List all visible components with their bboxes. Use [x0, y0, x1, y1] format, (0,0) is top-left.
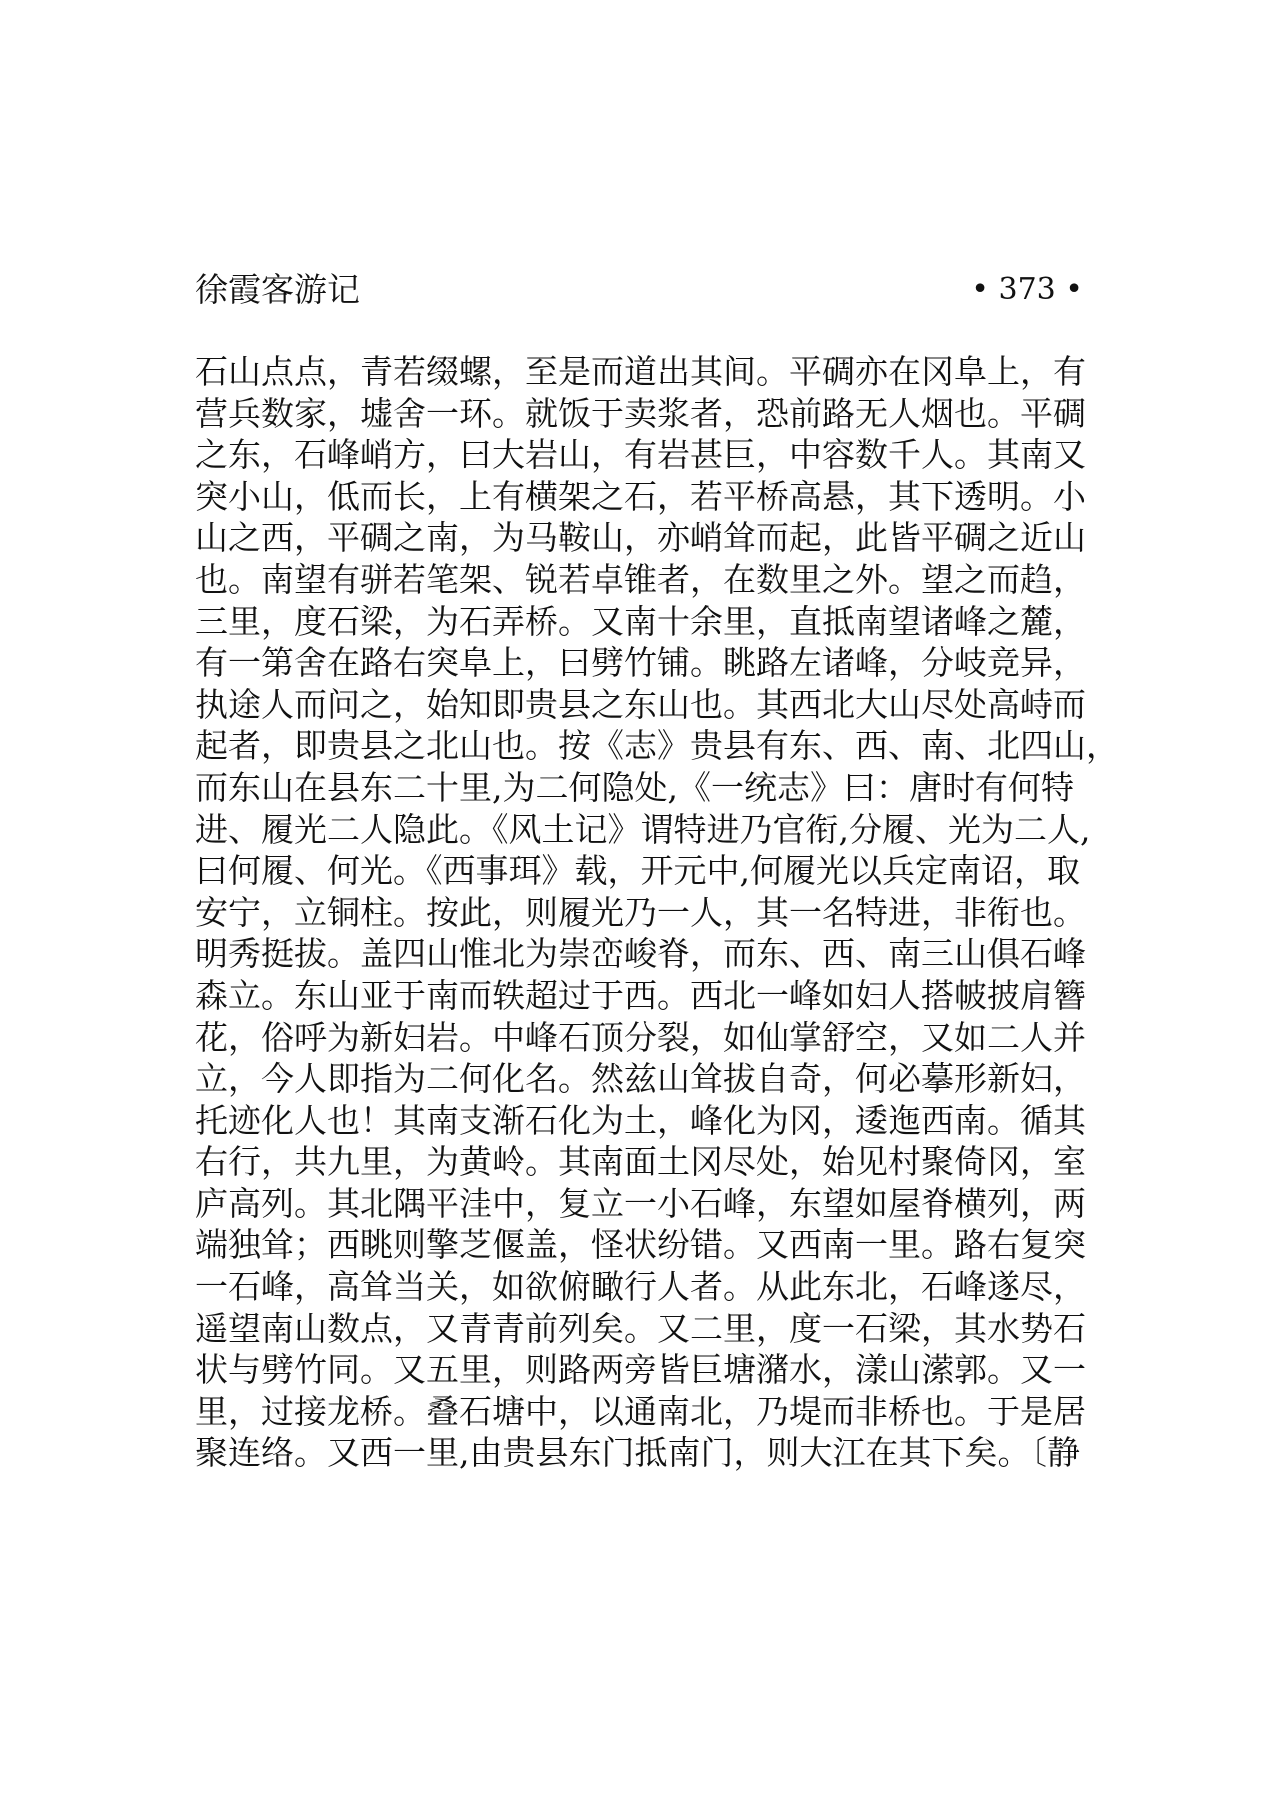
text-line: 聚连络。又西一里,由贵县东门抵南门，则大江在其下矣。〔静: [195, 1433, 1080, 1473]
text-line: 执途人而问之，始知即贵县之东山也。其西北大山尽处高峙而: [195, 684, 1086, 724]
text-line: 安宁，立铜柱。按此，则履光乃一人，其一名特进，非衔也。: [195, 892, 1086, 932]
text-line: 花，俗呼为新妇岩。中峰石顶分裂，如仙掌舒空，又如二人并: [195, 1017, 1086, 1057]
text-line: 也。南望有骈若笔架、锐若卓锥者，在数里之外。望之而趋，: [195, 559, 1086, 599]
text-line: 起者，即贵县之北山也。按《志》贵县有东、西、南、北四山，: [195, 726, 1119, 766]
text-line: 明秀挺拔。盖四山惟北为崇峦峻脊，而东、西、南三山俱石峰: [195, 934, 1086, 974]
text-line: 庐高列。其北隅平洼中，复立一小石峰，东望如屋脊横列，两: [195, 1183, 1086, 1223]
text-line: 营兵数家，墟舍一环。就饭于卖浆者，恐前路无人烟也。平碉: [195, 393, 1086, 433]
text-line: 托迹化人也！其南支渐石化为土，峰化为冈，逶迤西南。循其: [195, 1100, 1086, 1140]
text-line: 状与劈竹同。又五里，则路两旁皆巨塘潴水，漾山潆郭。又一: [195, 1350, 1086, 1390]
text-line: 森立。东山亚于南而轶超过于西。西北一峰如妇人搭帔披肩簪: [195, 975, 1086, 1015]
running-head-title: 徐霞客游记: [195, 270, 360, 309]
text-line: 石山点点，青若缀螺，至是而道出其间。平碉亦在冈阜上，有: [195, 352, 1086, 391]
text-line: 突小山，低而长，上有横架之石，若平桥高悬，其下透明。小: [195, 476, 1086, 516]
text-line: 里，过接龙桥。叠石塘中，以通南北，乃堤而非桥也。于是居: [195, 1391, 1086, 1431]
page-header: [195, 266, 1083, 314]
text-line: 三里，度石梁，为石弄桥。又南十余里，直抵南望诸峰之麓，: [195, 601, 1086, 641]
text-line: 而东山在县东二十里,为二何隐处,《一统志》曰：唐时有何特: [195, 767, 1074, 807]
text-line: 遥望南山数点，又青青前列矣。又二里，度一石梁，其水势石: [195, 1308, 1086, 1348]
text-line: 曰何履、何光。《西事珥》载，开元中,何履光以兵定南诏，取: [195, 851, 1080, 891]
text-line: 山之西，平碉之南，为马鞍山，亦峭耸而起，此皆平碉之近山: [195, 518, 1086, 558]
text-line: 立，今人即指为二何化名。然兹山耸拔自奇，何必摹形新妇，: [195, 1059, 1086, 1099]
text-line: 一石峰，高耸当关，如欲俯瞰行人者。从此东北，石峰遂尽，: [195, 1267, 1086, 1307]
text-line: 端独耸；西眺则擎芝偃盖，怪状纷错。又西南一里。路右复突: [195, 1225, 1086, 1265]
page-number: • 373 •: [971, 272, 1083, 307]
text-line: 有一第舍在路右突阜上，曰劈竹铺。眺路左诸峰，分岐竞异，: [195, 643, 1086, 683]
text-line: 之东，石峰峭方，曰大岩山，有岩甚巨，中容数千人。其南又: [195, 435, 1086, 475]
text-line: 进、履光二人隐此。《风土记》谓特进乃官衔,分履、光为二人,: [195, 809, 1091, 849]
body-text: [195, 351, 1119, 1474]
text-line: 右行，共九里，为黄岭。其南面土冈尽处，始见村聚倚冈，室: [195, 1142, 1086, 1182]
